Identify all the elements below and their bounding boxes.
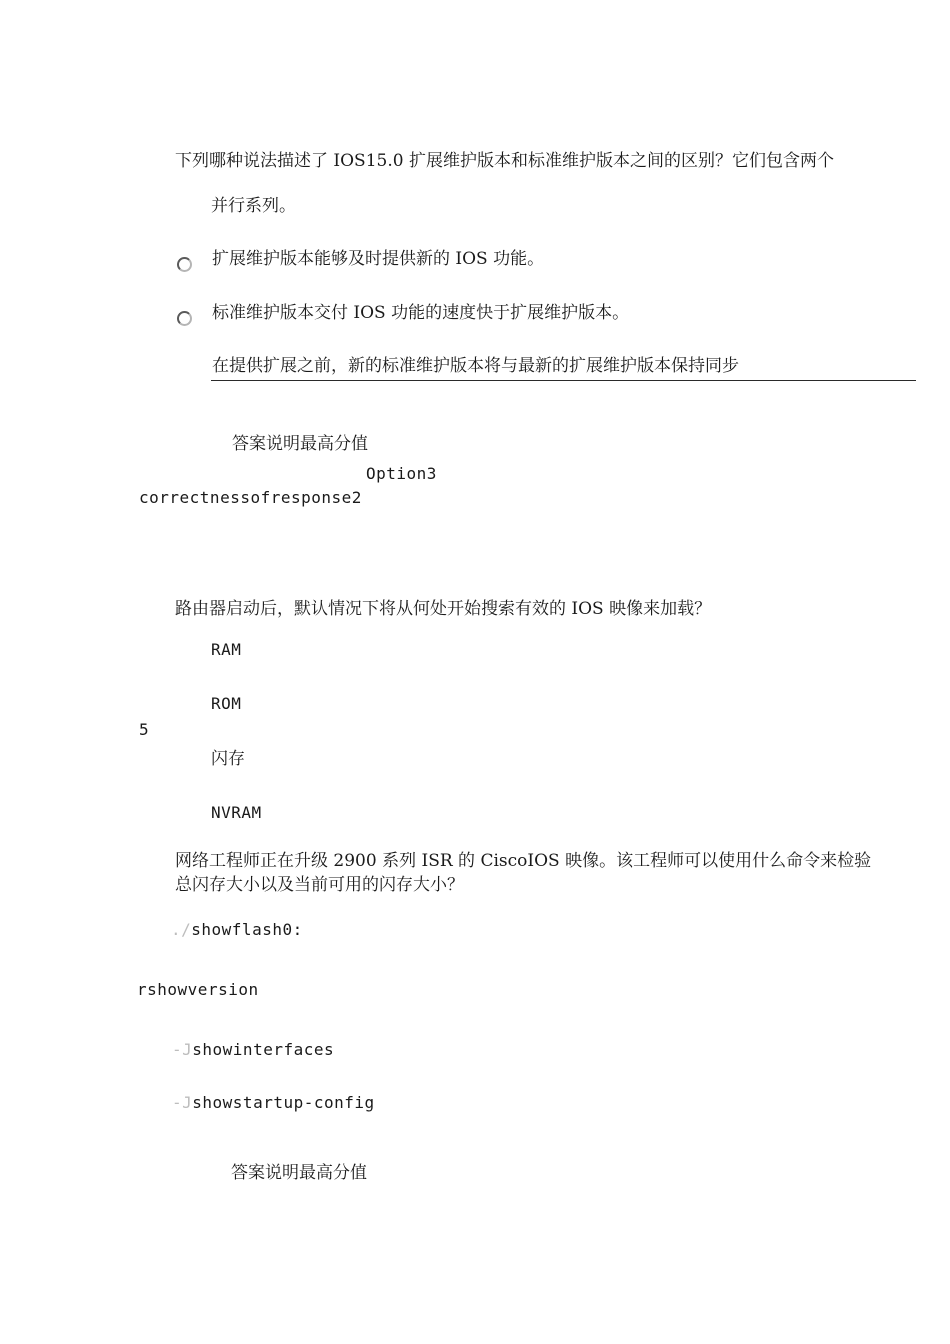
q3-option2-marker: r — [137, 980, 148, 999]
q3-option3-marker: -J — [172, 1040, 193, 1059]
q3-option1[interactable] — [171, 919, 303, 941]
q3-option1-marker: ./ — [171, 920, 192, 939]
q3-option4[interactable] — [172, 1092, 375, 1114]
q1-option3-divider — [211, 380, 916, 381]
q3-option4-marker: -J — [172, 1093, 193, 1112]
q2-option-ram[interactable]: RAM — [211, 640, 242, 659]
q2-question: 路由器启动后，默认情况下将从何处开始搜索有效的 IOS 映像来加载？ — [175, 599, 712, 619]
q2-option-rom[interactable]: ROM — [211, 694, 242, 713]
q3-option4-label: showstartup-config — [192, 1093, 375, 1112]
q2-option-flash[interactable]: 闪存 — [211, 749, 245, 769]
q3-question-line2: 总闪存大小以及当前可用的闪存大小？ — [175, 875, 464, 895]
q3-question-line1: 网络工程师正在升级 2900 系列 ISR 的 CiscoIOS 映像。该工程师可以使用什么命令来检验 — [175, 851, 872, 871]
q3-option2-label: showversion — [147, 980, 259, 999]
q1-option3: 在提供扩展之前，新的标准维护版本将与最新的扩展维护版本保持同步 — [212, 356, 739, 376]
q1-question-line2: 并行系列。 — [211, 196, 296, 216]
q3-option3[interactable] — [172, 1039, 334, 1061]
q2-option-nvram[interactable]: NVRAM — [211, 803, 262, 822]
q1-answer-criteria: correctnessofresponse2 — [139, 488, 362, 507]
q1-option2: 标准维护版本交付 IOS 功能的速度快于扩展维护版本。 — [212, 303, 630, 323]
q1-option2-radio[interactable] — [177, 311, 192, 326]
q1-answer-option: Option3 — [366, 464, 437, 483]
q1-answer-header: 答案说明最高分值 — [232, 434, 368, 454]
q2-side-number: 5 — [139, 720, 150, 739]
q3-option1-label: showflash0: — [191, 920, 303, 939]
q3-option3-label: showinterfaces — [192, 1040, 335, 1059]
q3-answer-header: 答案说明最高分值 — [231, 1163, 367, 1183]
q1-question-line1: 下列哪种说法描述了 IOS15.0 扩展维护版本和标准维护版本之间的区别？它们包含两个 — [175, 151, 834, 171]
q1-option1-radio[interactable] — [177, 257, 192, 272]
q1-option1: 扩展维护版本能够及时提供新的 IOS 功能。 — [212, 249, 545, 269]
q3-option2[interactable] — [137, 979, 259, 1001]
